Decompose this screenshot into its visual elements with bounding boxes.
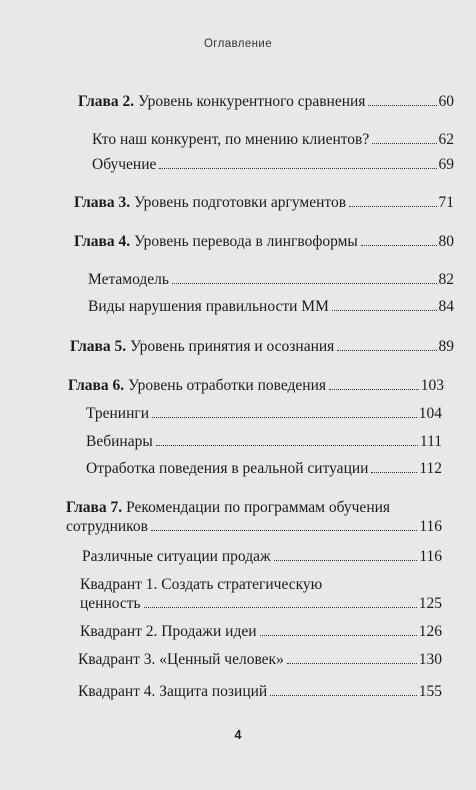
entry-page: 69 [438,156,454,173]
toc-entry-chapter-5 [70,337,454,356]
entry-title: Рекомендации по программам обучения [126,499,391,516]
leader-dots [329,389,419,390]
entry-title: Обучение [92,156,157,173]
toc-entry-section [80,575,442,613]
toc-entry-section [88,270,454,289]
entry-page: 62 [438,131,454,148]
toc-entry-section [78,650,442,669]
entry-page: 84 [438,298,454,315]
leader-dots [159,168,436,169]
entry-title: Различные ситуации продаж [82,548,271,565]
entry-title: Квадрант 1. Создать стратегическую [80,576,323,593]
toc-entry-section [82,547,442,566]
chapter-label: Глава 3. [74,194,131,211]
leader-dots [337,350,436,351]
entry-page: 60 [438,93,454,110]
leader-dots [151,530,417,531]
toc-entry-section [80,622,442,641]
chapter-label: Глава 2. [78,93,135,110]
entry-page: 111 [419,433,442,450]
toc-entry-chapter-7 [66,498,442,536]
entry-title: Квадрант 3. «Ценный человек» [78,651,284,668]
entry-page: 71 [438,194,454,211]
toc-entry-chapter-4 [74,232,454,251]
toc-entry-chapter-2 [78,92,454,111]
leader-dots [144,607,417,608]
entry-title: Квадрант 2. Продажи идеи [80,623,257,640]
entry-page: 82 [438,271,454,288]
leader-dots [332,310,437,311]
entry-title: Уровень отработки поведения [128,377,326,394]
leader-dots [152,417,417,418]
entry-page: 155 [418,683,442,700]
entry-title: Уровень подготовки аргументов [134,194,347,211]
entry-page: 80 [438,233,454,250]
leader-dots [270,695,417,696]
entry-title: Квадрант 4. Защита позиций [78,683,268,700]
entry-page: 126 [418,623,442,640]
entry-title: Уровень перевода в лингвоформы [134,233,358,250]
entry-page: 125 [418,595,442,612]
toc-entry-section [86,404,442,423]
running-head: Оглавление [203,38,273,50]
entry-page: 104 [418,405,442,422]
entry-page: 103 [420,377,444,394]
entry-title: Метамодель [88,271,169,288]
entry-title: Уровень конкурентного сравнения [138,93,366,110]
entry-title: Тренинги [86,405,150,422]
entry-page: 116 [419,518,442,535]
leader-dots [368,105,436,106]
entry-title: Виды нарушения правильности ММ [88,298,329,315]
entry-page: 116 [419,548,442,565]
page-number: 4 [234,728,242,742]
toc-entry-section [86,459,442,478]
leader-dots [172,283,437,284]
leader-dots [349,206,436,207]
leader-dots [372,143,436,144]
entry-title: Уровень принятия и осознания [130,338,335,355]
chapter-label: Глава 7. [66,499,123,516]
leader-dots [156,445,418,446]
leader-dots [361,245,437,246]
chapter-label: Глава 5. [70,338,127,355]
toc-entry-chapter-3 [74,193,454,212]
entry-page: 130 [418,651,442,668]
entry-title: Кто наш конкурент, по мнению клиентов? [92,131,370,148]
entry-title: Вебинары [86,433,153,450]
entry-title: Отработка поведения в реальной ситуации [86,460,369,477]
toc-entry-section [88,297,454,316]
toc-entry-chapter-6 [68,376,444,395]
entry-page: 112 [419,460,442,477]
entry-page: 89 [438,338,454,355]
toc-entry-section [92,155,454,174]
leader-dots [274,560,418,561]
entry-title-continued: сотрудников [66,518,148,535]
leader-dots [260,635,417,636]
toc-entry-section [86,432,442,451]
toc-entry-section [78,682,442,701]
chapter-label: Глава 6. [68,377,125,394]
entry-title-continued: ценность [80,595,141,612]
chapter-label: Глава 4. [74,233,131,250]
toc-entry-section [92,130,454,149]
leader-dots [371,472,417,473]
leader-dots [287,663,417,664]
